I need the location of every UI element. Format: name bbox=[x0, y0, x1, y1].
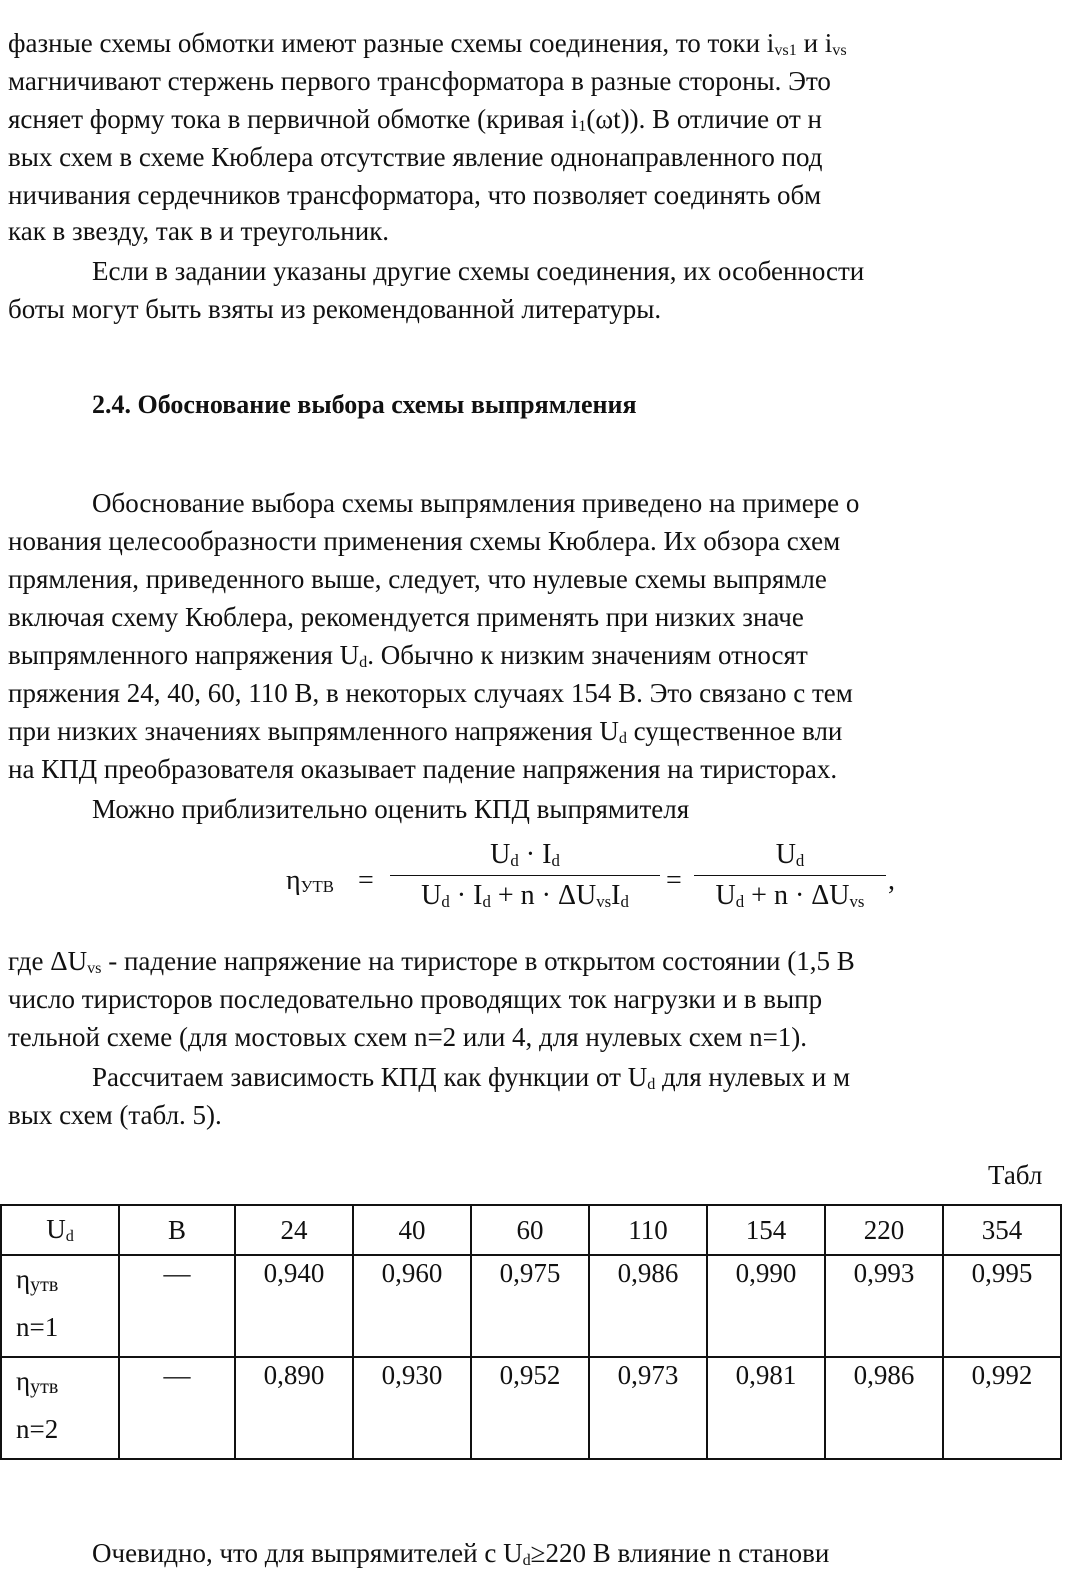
text-line: включая схему Кюблера, рекомендуется применять при низких значе bbox=[8, 602, 804, 632]
formula-fraction-1 bbox=[390, 835, 660, 916]
table-cell: 0,992 bbox=[943, 1357, 1061, 1459]
table-header-cell: 60 bbox=[471, 1205, 589, 1255]
table-header-cell: 110 bbox=[589, 1205, 707, 1255]
table-header-cell: $U_d$ bbox=[1, 1205, 119, 1255]
table-cell: 0,952 bbox=[471, 1357, 589, 1459]
fraction-denominator: $U_d + n \cdot \Delta U_{vs}$ bbox=[715, 880, 865, 911]
table-row bbox=[1, 1255, 1061, 1357]
section-heading: 2.4. Обоснование выбора схемы выпрямления bbox=[92, 390, 637, 419]
table-cell: 0,990 bbox=[707, 1255, 825, 1357]
text-line: на КПД преобразователя оказывает падение напряжения на тиристорах. bbox=[8, 754, 838, 784]
text-line: Если в задании указаны другие схемы соединения, их особенности bbox=[92, 256, 865, 286]
table-cell: 0,975 bbox=[471, 1255, 589, 1357]
table-cell: 0,960 bbox=[353, 1255, 471, 1357]
table-header-cell: 354 bbox=[943, 1205, 1061, 1255]
text-line: тельной схеме (для мостовых схем n=2 или 4, для нулевых схем n=1). bbox=[8, 1022, 808, 1052]
text-line: вых схем (табл. 5). bbox=[8, 1100, 222, 1130]
text-line: Можно приблизительно оценить КПД выпрямителя bbox=[92, 794, 690, 824]
table-cell: 0,930 bbox=[353, 1357, 471, 1459]
text-line: Обоснование выбора схемы выпрямления приведено на примере о bbox=[92, 488, 860, 518]
table-header-row bbox=[1, 1205, 1061, 1255]
text-line: фазные схемы обмотки имеют разные схемы соединения, то токи $i_{vs1}$ и $i_{vs}$ bbox=[8, 28, 847, 59]
formula-equals: = bbox=[666, 865, 682, 896]
table-cell: 0,981 bbox=[707, 1357, 825, 1459]
table-header-cell: 220 bbox=[825, 1205, 943, 1255]
formula-eta: $\eta_{УТВ}$ bbox=[286, 865, 334, 896]
table-cell: 0,940 bbox=[235, 1255, 353, 1357]
table-header-cell: B bbox=[119, 1205, 235, 1255]
fraction-numerator: $U_d \cdot I_d$ bbox=[490, 839, 560, 870]
text-line: выпрямленного напряжения $U_d$. Обычно к низким значениям относят bbox=[8, 640, 808, 671]
text-line: прямления, приведенного выше, следует, что нулевые схемы выпрямле bbox=[8, 564, 827, 594]
text-line: боты могут быть взяты из рекомендованной литературы. bbox=[8, 294, 662, 324]
text-line: Рассчитаем зависимость КПД как функции от $U_d$ для нулевых и м bbox=[92, 1062, 851, 1093]
text-line: нования целесообразности применения схемы Кюблера. Их обзора схем bbox=[8, 526, 841, 556]
efficiency-table bbox=[0, 1204, 1062, 1460]
text-line: ничивания сердечников трансформатора, что позволяет соединять обм bbox=[8, 180, 822, 210]
table-row-label: $\eta_{утв}$ n=2 bbox=[1, 1357, 119, 1459]
fraction-denominator: $U_d \cdot I_d + n \cdot \Delta U_{vs}I_d$ bbox=[421, 880, 629, 911]
table-cell: 0,890 bbox=[235, 1357, 353, 1459]
table-cell: 0,986 bbox=[825, 1357, 943, 1459]
text-line: число тиристоров последовательно проводящих ток нагрузки и в выпр bbox=[8, 984, 823, 1014]
text-line: при низких значениях выпрямленного напряжения $U_d$ существенное вли bbox=[8, 716, 843, 747]
table-cell: 0,995 bbox=[943, 1255, 1061, 1357]
text-line: магничивают стержень первого трансформатора в разные стороны. Это bbox=[8, 66, 831, 96]
table-header-cell: 24 bbox=[235, 1205, 353, 1255]
table-row-label: $\eta_{утв}$ n=1 bbox=[1, 1255, 119, 1357]
text-line: пряжения 24, 40, 60, 110 В, в некоторых случаях 154 В. Это связано с тем bbox=[8, 678, 853, 708]
fraction-numerator: $U_d$ bbox=[775, 839, 805, 870]
formula-equals: = bbox=[358, 865, 374, 896]
table-cell: 0,986 bbox=[589, 1255, 707, 1357]
table-header-cell: 40 bbox=[353, 1205, 471, 1255]
text-line: Очевидно, что для выпрямителей с $U_d\ge 220$ В влияние n станови bbox=[92, 1538, 830, 1569]
formula-fraction-2 bbox=[694, 835, 886, 916]
text-line: ясняет форму тока в первичной обмотке (кривая $i_1(\omega t)$). В отличие от н bbox=[8, 104, 822, 135]
table-caption: Табл bbox=[988, 1160, 1043, 1190]
table-cell: — bbox=[119, 1255, 235, 1357]
table-cell: 0,993 bbox=[825, 1255, 943, 1357]
text-line: вых схем в схеме Кюблера отсутствие явление однонаправленного под bbox=[8, 142, 823, 172]
text-line: как в звезду, так в и треугольник. bbox=[8, 216, 390, 246]
table-cell: 0,973 bbox=[589, 1357, 707, 1459]
table-header-cell: 154 bbox=[707, 1205, 825, 1255]
formula-comma: , bbox=[888, 865, 895, 896]
text-line: где $\Delta U_{vs}$ - падение напряжение на тиристоре в открытом состоянии (1,5 В bbox=[8, 946, 855, 977]
table-row bbox=[1, 1357, 1061, 1459]
table-cell: — bbox=[119, 1357, 235, 1459]
